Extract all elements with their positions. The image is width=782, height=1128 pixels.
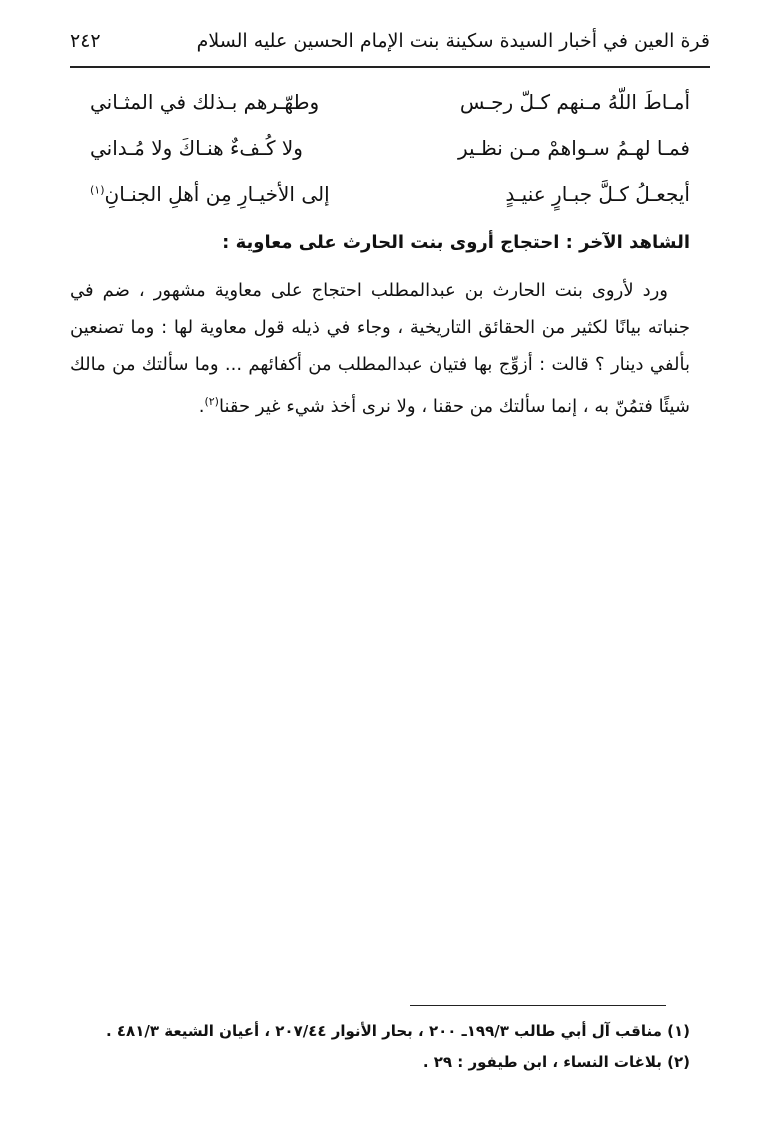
verse-first-hemistich: أمـاطَ اللّهُ مـنهم كـلّ رجـس	[459, 90, 690, 114]
section-subheading: الشاهد الآخر : احتجاج أروى بنت الحارث على معاوية :	[222, 232, 690, 253]
verse-first-hemistich: أيجعـلُ كـلَّ جبـارٍ عنيـدٍ	[505, 182, 690, 206]
footnote-separator	[410, 1005, 666, 1006]
verse-second-hemistich: إلى الأخيـارِ مِن أهلِ الجنـانِ$^{(١)}$	[90, 182, 330, 206]
verse-line	[90, 182, 690, 206]
verse-second-hemistich: ولا كُـفءٌ هنـاكَ ولا مُـداني	[90, 136, 303, 160]
verse-second-hemistich: وطهّـرهم بـذلك في المثـاني	[90, 90, 320, 114]
paragraph-end: .	[198, 396, 205, 417]
running-title: قرة العين في أخبار السيدة سكينة بنت الإمام الحسين عليه السلام	[196, 30, 710, 52]
body-paragraph	[70, 272, 690, 425]
verse-first-hemistich: فمـا لهـمُ سـواهمْ مـن نظـير	[457, 136, 690, 160]
footnote-ref: (١)	[90, 183, 105, 197]
footnote-ref: (٢)	[204, 395, 219, 408]
header-rule	[70, 66, 710, 68]
verse-line	[90, 136, 690, 160]
page-header	[70, 30, 710, 52]
paragraph-text: ورد لأروى بنت الحارث بن عبدالمطلب احتجاج على معاوية مشهور ، ضم في جنباته بيانًا لكثير من الحقائق التاريخية ، وجاء في ذيله قول معاوية لها : وما تصنعين بألفي دينار ؟ قالت : أزوِّج بها فتيان عبدالمطلب من أكفائهم ... وما سألتك من مالك شيئًا فتمُنّ به ، إنما سألتك من حقنا ، ولا نرى أخذ شيء غير حقنا	[70, 280, 690, 417]
footnote: (٢) بلاغات النساء ، ابن طيفور : ٢٩ .	[422, 1053, 690, 1071]
page-number: ٢٤٢	[70, 30, 101, 52]
footnote: (١) مناقب آل أبي طالب ١٩٩/٣ـ ٢٠٠ ، بحار الأنوار ٢٠٧/٤٤ ، أعيان الشيعة ٤٨١/٣ .	[105, 1022, 690, 1040]
verse-line	[90, 90, 690, 114]
footnotes	[80, 1022, 690, 1084]
